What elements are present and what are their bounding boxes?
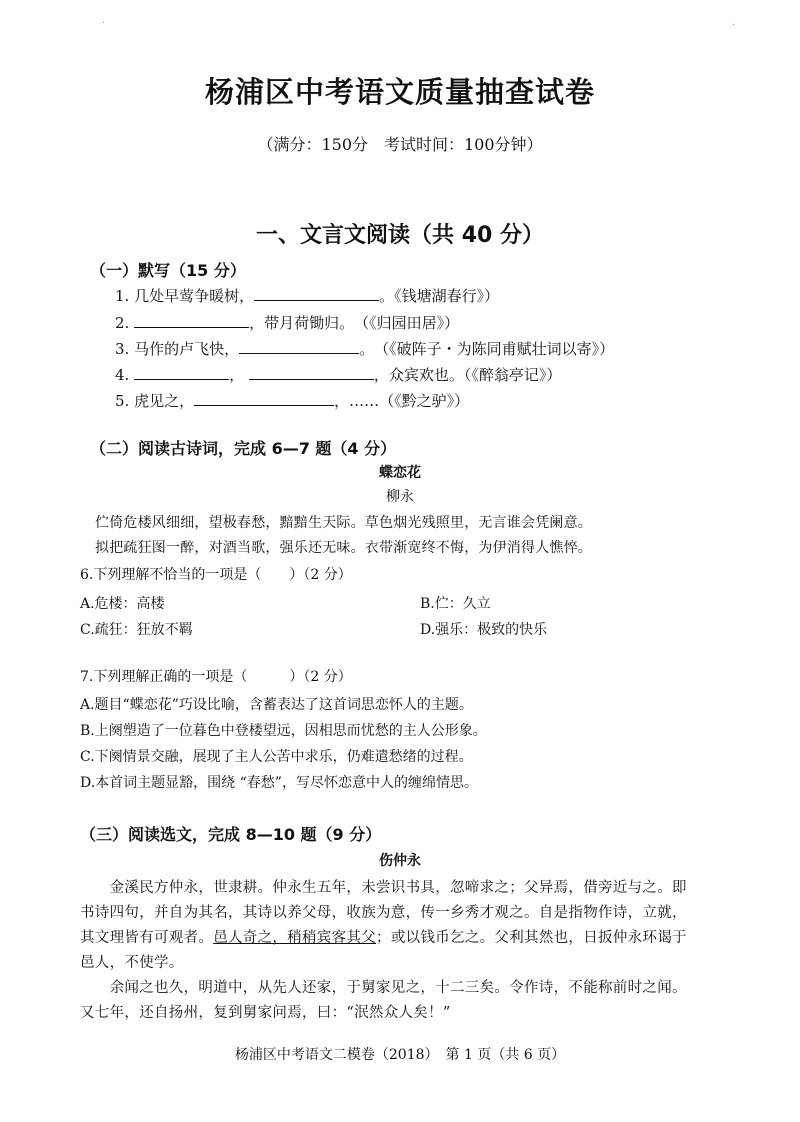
poem-title: 蝶恋花 <box>379 465 421 481</box>
choice-option[interactable]: D.本首词主题显豁，围绕 “春愁”，写尽怀恋意中人的缠绵情思。 <box>80 775 478 791</box>
section-heading: （三）阅读选文，完成 8—10 题（9 分） <box>80 825 382 844</box>
section-heading: （二）阅读古诗词，完成 6—7 题（4 分） <box>90 439 397 458</box>
poem-line: 伫倚危楼风细细，望极春愁，黯黯生天际。草色烟光残照里，无言谁会凭阑意。 <box>95 515 592 531</box>
choice-option[interactable]: C.疏狂：狂放不羁 <box>80 622 193 638</box>
question-stem: 7.下列理解正确的一项是（ ）（2 分） <box>80 669 352 685</box>
page-subtitle: （满分：150分 考试时间：100分钟） <box>257 135 543 154</box>
page-footer: 杨浦区中考语文二模卷（2018） 第 1 页（共 6 页） <box>234 1047 566 1063</box>
page-title: 杨浦区中考语文质量抽查试卷 <box>204 75 595 109</box>
scan-mark: · <box>732 20 736 31</box>
underlined-sentence: 邑人奇之，稍稍宾客其父 <box>213 930 377 946</box>
answer-blank[interactable] <box>249 365 374 380</box>
poem-line: 拟把疏狂图一醉，对酒当歌，强乐还无味。衣带渐宽终不悔，为伊消得人憔悴。 <box>95 540 592 556</box>
section-heading: （一）默写（15 分） <box>90 261 246 280</box>
choice-option[interactable]: B.伫：久立 <box>420 596 491 612</box>
question-line: 5. 虎见之， ，……（《黔之驴》） <box>115 392 470 410</box>
passage-line: 又七年，还自扬州，复到舅家问焉，曰：“泯然众人矣！” <box>80 1005 451 1021</box>
choice-option[interactable]: D.强乐：极致的快乐 <box>420 622 548 638</box>
passage-line: 其文理皆有可观者。邑人奇之，稍稍宾客其父；或以钱币乞之。父利其然也，日扳仲永环谒于 <box>80 930 687 946</box>
poem-author: 柳永 <box>386 489 414 505</box>
answer-blank[interactable] <box>134 313 249 328</box>
answer-blank[interactable] <box>239 339 359 354</box>
scan-mark: · <box>102 18 106 29</box>
passage-line: 金溪民方仲永，世隶耕。仲永生五年，未尝识书具，忽啼求之；父异焉，借旁近与之。即 <box>80 880 687 896</box>
passage-line: 书诗四句，并自为其名，其诗以养父母，收族为意，传一乡秀才观之。自是指物作诗，立就， <box>80 905 687 921</box>
passage-title: 伤仲永 <box>379 853 421 869</box>
passage-line: 邑人，不使学。 <box>80 955 184 971</box>
part-heading: 一、文言文阅读（共 40 分） <box>256 223 544 248</box>
answer-blank[interactable] <box>194 391 334 406</box>
answer-blank[interactable] <box>134 365 229 380</box>
question-line: 2. ，带月荷锄归。 （《归园田居》） <box>115 314 460 332</box>
answer-blank[interactable] <box>254 286 379 301</box>
question-line: 1. 几处早莺争暖树， 。《钱塘湖春行》） <box>115 287 500 305</box>
question-stem: 6.下列理解不恰当的一项是（ ）（2 分） <box>80 567 352 583</box>
choice-option[interactable]: A.题目“蝶恋花”巧设比喻，含蓄表达了这首词思恋怀人的主题。 <box>80 697 473 713</box>
question-line: 4. ， ，众宾欢也。（《醉翁亭记》） <box>115 366 562 384</box>
choice-option[interactable]: B.上阕塑造了一位暮色中登楼望远，因相思而忧愁的主人公形象。 <box>80 723 487 739</box>
choice-option[interactable]: A.危楼：高楼 <box>80 596 165 612</box>
question-line: 3. 马作的卢飞快， 。 （《破阵子・为陈同甫赋壮词以寄》） <box>115 340 615 358</box>
choice-option[interactable]: C.下阕情景交融，展现了主人公苦中求乐，仍难遣愁绪的过程。 <box>80 749 473 765</box>
passage-line: 余闻之也久，明道中，从先人还家，于舅家见之，十二三矣。令作诗，不能称前时之闻。 <box>80 980 687 996</box>
